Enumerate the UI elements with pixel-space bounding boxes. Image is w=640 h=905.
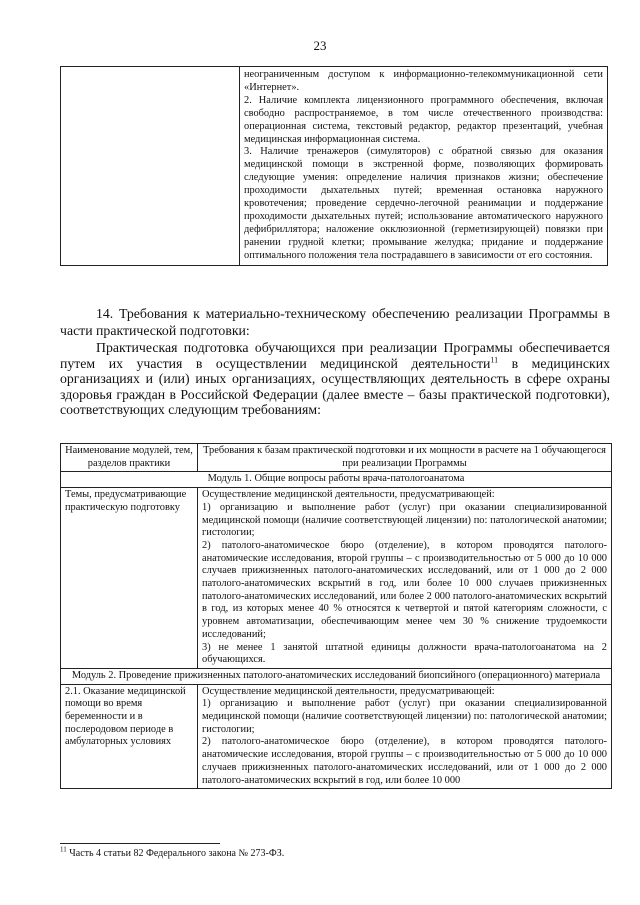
requirement-text: неограниченным доступом к информационно-телекоммуникационной сети «Интернет». (244, 69, 603, 93)
table-row (61, 684, 612, 789)
requirement-text: 1) организацию и выполнение работ (услуг) при оказании специализированной медицинской помощи (наличие соответствующей лицензии) по: патологической анатомии; гистологии; (202, 698, 607, 735)
requirement-text: 3) не менее 1 занятой штатной единицы должности врача-патологоанатома на 2 обучающихся. (202, 641, 607, 666)
requirements-cell (198, 684, 612, 789)
column-header: Требования к базам практической подготовки и их мощности в расчете на 1 обучающегося при реализации Программы (198, 444, 612, 472)
requirements-cell (198, 488, 612, 669)
requirement-text: 3. Наличие тренажеров (симуляторов) с обратной связью для оказания медицинской помощи в экстренной форме, позволяющих формировать следующие умения: определение наличия признаков жизни; обеспечение проходимости дыхательных путей; временная остановка наружного кровотечения; проведение сердечно-легочной реанимации и поддержание проходимости дыхательных путей; использование автоматического наружного дефибриллятора; наложение окклюзионной (герметизирующей) повязки при ранении грудной клетки; промывание желудка; придание и поддержание оптимального положения тела пострадавшего в зависимости от его состояния. (244, 146, 603, 261)
continued-requirements-table (60, 66, 608, 266)
topic-cell: Темы, предусматривающие практическую подготовку (61, 488, 198, 669)
requirement-text: Осуществление медицинской деятельности, предусматривающей: (202, 685, 495, 697)
footnote-number: 11 (60, 845, 67, 854)
requirement-text: 2) патолого-анатомическое бюро (отделение), в котором проводятся патолого-анатомические исследования, второй группы – с производительностью от 5 000 до 10 000 случаев прижизненных патолого-анатомических исследований, или от 1 000 до 2 000 патолого-анатомических вскрытий в год, или более 10 000 случаев прижизненных патолого-анатомических исследований, или более 2 000 патолого-анатомических вскрытий в год, из которых менее 40 % относятся к четвертой и пятой категориям сложности, с уровнем автоматизации, обеспечивающим менее чем 30 % снижение трудоемкости исследований; (202, 539, 607, 640)
requirement-text: 1) организацию и выполнение работ (услуг) при оказании специализированной медицинской помощи (наличие соответствующей лицензии) по: патологической анатомии; гистологии; (202, 501, 607, 539)
requirements-cell (240, 67, 608, 266)
paragraph-text-cont: в медицинских организациях и (или) иных организациях, осуществляющих деятельность в сфере охраны здоровья граждан в Российской Федерации (далее вместе – базы практической подготовки), соответствующих следующим требованиям: (60, 355, 611, 417)
footnote-ref: 11 (490, 354, 499, 364)
requirement-text: 2. Наличие комплекта лицензионного программного обеспечения, включая свободно распространяемое, в том числе отечественного производства: операционная система, текстовый редактор, редактор презентаций, учебная медицинская информационная система. (244, 94, 603, 145)
module-row (61, 668, 612, 684)
module-title: Модуль 1. Общие вопросы работы врача-патологоанатома (61, 472, 612, 488)
practice-bases-table (60, 443, 612, 789)
section-paragraph (60, 340, 610, 418)
module-row (61, 472, 612, 488)
footnote-divider (60, 843, 220, 844)
empty-cell (61, 67, 240, 266)
module-title: Модуль 2. Проведение прижизненных патолого-анатомических исследований биопсийного (операционного) материала (61, 668, 612, 684)
footnote (60, 845, 285, 859)
requirement-text: Осуществление медицинской деятельности, предусматривающей: (202, 489, 495, 501)
footnote-text: Часть 4 статьи 82 Федерального закона № 273-ФЗ. (66, 848, 285, 859)
table-row (61, 488, 612, 669)
section-heading: 14. Требования к материально-техническому обеспечению реализации Программы в части практической подготовки: (60, 306, 610, 338)
page-number: 23 (313, 38, 327, 53)
column-header: Наименование модулей, тем, разделов практики (61, 444, 198, 472)
requirement-text: 2) патолого-анатомическое бюро (отделение), в котором проводятся патолого-анатомические исследования, второй группы – с производительностью от 5 000 до 10 000 случаев прижизненных патолого-анатомических исследований, или от 1 000 до 2 000 патолого-анатомических вскрытий в год, или более 10 000 (202, 736, 607, 786)
table-header-row (61, 444, 612, 472)
paragraph-text: Практическая подготовка обучающихся при реализации Программы обеспечивается путем их участия в осуществлении медицинской деятельности (60, 340, 610, 371)
table-row (61, 67, 608, 266)
topic-cell: 2.1. Оказание медицинской помощи во время беременности и в послеродовом периоде в амбулаторных условиях (61, 684, 198, 789)
